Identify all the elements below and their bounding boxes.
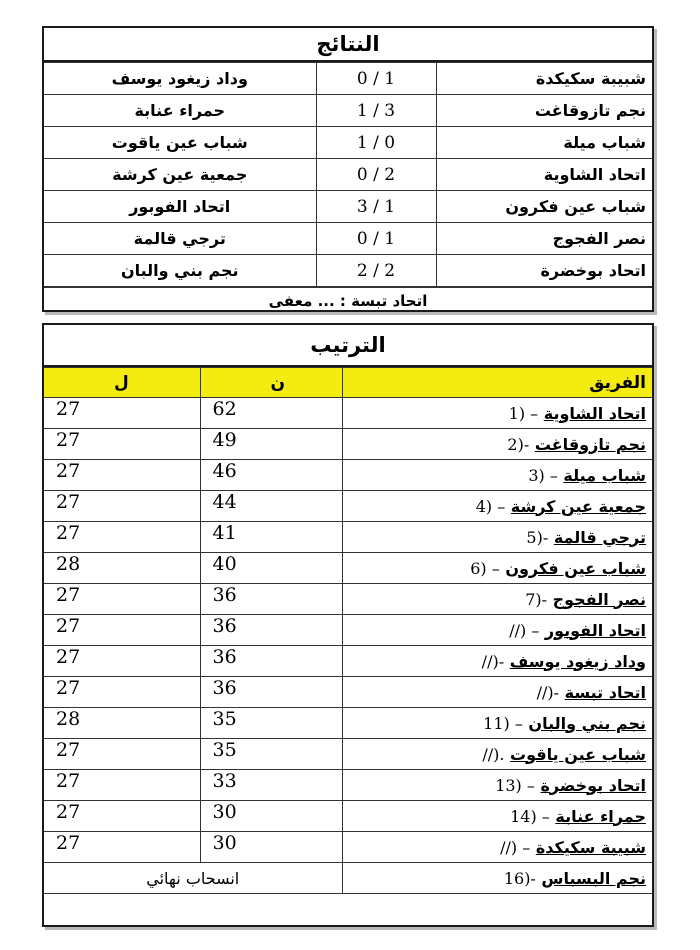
played-cell: 27 [44, 584, 200, 615]
points-cell: 49 [200, 429, 342, 460]
team-cell [342, 584, 652, 615]
standings-row [44, 491, 652, 522]
home-team: اتحاد الشاوية [436, 159, 652, 191]
away-team: اتحاد الفوبور [44, 191, 316, 223]
away-team: شباب عين ياقوت [44, 127, 316, 159]
standings-row [44, 708, 652, 739]
standings-row [44, 739, 652, 770]
team-name: اتحاد بوخضرة [540, 775, 646, 795]
home-team: شباب عين فكرون [436, 191, 652, 223]
points-cell: 35 [200, 708, 342, 739]
played-cell: 27 [44, 522, 200, 553]
away-team: وداد زيغود يوسف [44, 63, 316, 95]
bye-note: اتحاد تبسة : ... معفى [44, 287, 652, 314]
home-team: نجم تازوقاغت [436, 95, 652, 127]
points-cell: 40 [200, 553, 342, 584]
team-cell [342, 739, 652, 770]
standings-header-row [44, 368, 652, 398]
team-cell [342, 398, 652, 429]
rank-label: 14) – [510, 806, 550, 826]
team-name: نجم بني والبان [528, 713, 646, 733]
standings-row [44, 429, 652, 460]
rank-label: //)- [481, 651, 505, 671]
away-team: نجم بني والبان [44, 255, 316, 287]
played-cell: 27 [44, 677, 200, 708]
standings-row [44, 615, 652, 646]
played-cell: 27 [44, 832, 200, 863]
played-cell: 28 [44, 553, 200, 584]
team-name: نصر الفجوج [552, 589, 646, 609]
played-cell: 28 [44, 708, 200, 739]
rank-label: 1) – [508, 403, 539, 423]
team-cell [342, 646, 652, 677]
team-cell [342, 553, 652, 584]
team-name: شباب عين فكرون [505, 558, 646, 578]
points-cell: 62 [200, 398, 342, 429]
match-row [44, 223, 652, 255]
standings-row [44, 770, 652, 801]
team-cell [342, 708, 652, 739]
team-cell [342, 770, 652, 801]
played-cell: 27 [44, 739, 200, 770]
match-score: 2 / 2 [316, 255, 436, 287]
team-name: اتحاد تبسة [564, 682, 646, 702]
team-name: اتحاد الشاوية [543, 403, 646, 423]
rank-label: 3) – [528, 465, 558, 485]
match-score: 0 / 1 [316, 63, 436, 95]
standings-row [44, 677, 652, 708]
team-cell [342, 677, 652, 708]
team-name: جمعية عين كرشة [510, 496, 646, 516]
home-team: اتحاد بوخضرة [436, 255, 652, 287]
away-team: حمراء عنابة [44, 95, 316, 127]
match-score: 0 / 2 [316, 159, 436, 191]
team-cell [342, 615, 652, 646]
rank-label: 5)- [526, 527, 549, 547]
standings-row [44, 832, 652, 863]
points-cell: 30 [200, 832, 342, 863]
rank-label: 11) – [483, 713, 523, 733]
header-played: ل [44, 368, 200, 398]
team-cell [342, 863, 652, 894]
rank-label: 2)- [507, 434, 530, 454]
results-panel [42, 26, 654, 312]
standings-row [44, 584, 652, 615]
standings-row [44, 863, 652, 894]
match-row [44, 127, 652, 159]
rank-label: //) – [509, 620, 540, 640]
rank-label: //)- [536, 682, 560, 702]
match-score: 3 / 1 [316, 191, 436, 223]
played-cell: 27 [44, 429, 200, 460]
rank-label: 7)- [525, 589, 548, 609]
team-cell [342, 491, 652, 522]
team-name: شباب ميلة [563, 465, 646, 485]
rank-label: //) – [500, 837, 531, 857]
match-score: 1 / 3 [316, 95, 436, 127]
standings-row [44, 801, 652, 832]
match-row [44, 63, 652, 95]
played-cell: 27 [44, 491, 200, 522]
header-team: الفريق [342, 368, 652, 398]
team-name: نجم البسباس [541, 868, 646, 888]
away-team: جمعية عين كرشة [44, 159, 316, 191]
rank-label: //). [482, 744, 505, 764]
results-table [44, 62, 652, 287]
withdrawal-note: انسحاب نهائي [44, 863, 342, 894]
match-row [44, 95, 652, 127]
team-cell [342, 522, 652, 553]
home-team: نصر الفجوج [436, 223, 652, 255]
played-cell: 27 [44, 770, 200, 801]
home-team: شبيبة سكيكدة [436, 63, 652, 95]
away-team: ترجي قالمة [44, 223, 316, 255]
header-points: ن [200, 368, 342, 398]
team-cell [342, 832, 652, 863]
standings-row [44, 398, 652, 429]
played-cell: 27 [44, 646, 200, 677]
rank-label: 6) – [470, 558, 500, 578]
rank-label: 13) – [495, 775, 535, 795]
match-row [44, 159, 652, 191]
standings-title: الترتيب [44, 325, 652, 367]
standings-row [44, 553, 652, 584]
standings-table [44, 367, 652, 894]
played-cell: 27 [44, 615, 200, 646]
team-name: ترجي قالمة [553, 527, 646, 547]
team-name: شباب عين ياقوت [510, 744, 646, 764]
points-cell: 33 [200, 770, 342, 801]
team-name: وداد زيغود يوسف [509, 651, 646, 671]
points-cell: 36 [200, 646, 342, 677]
points-cell: 36 [200, 584, 342, 615]
results-title: النتائج [44, 28, 652, 62]
standings-row [44, 522, 652, 553]
team-name: شبيبة سكيكدة [535, 837, 646, 857]
points-cell: 44 [200, 491, 342, 522]
points-cell: 35 [200, 739, 342, 770]
points-cell: 36 [200, 677, 342, 708]
team-cell [342, 460, 652, 491]
match-row [44, 255, 652, 287]
points-cell: 36 [200, 615, 342, 646]
team-name: نجم تازوقاغت [534, 434, 646, 454]
standings-row [44, 460, 652, 491]
played-cell: 27 [44, 398, 200, 429]
team-name: اتحاد الفوبور [544, 620, 646, 640]
rank-label: 4) – [475, 496, 506, 516]
match-score: 1 / 0 [316, 127, 436, 159]
team-cell [342, 429, 652, 460]
home-team: شباب ميلة [436, 127, 652, 159]
team-cell [342, 801, 652, 832]
played-cell: 27 [44, 460, 200, 491]
rank-label: 16)- [503, 868, 536, 888]
standings-row [44, 646, 652, 677]
match-row [44, 191, 652, 223]
played-cell: 27 [44, 801, 200, 832]
points-cell: 30 [200, 801, 342, 832]
team-name: حمراء عنابة [555, 806, 646, 826]
standings-panel [42, 323, 654, 927]
points-cell: 46 [200, 460, 342, 491]
match-score: 0 / 1 [316, 223, 436, 255]
points-cell: 41 [200, 522, 342, 553]
